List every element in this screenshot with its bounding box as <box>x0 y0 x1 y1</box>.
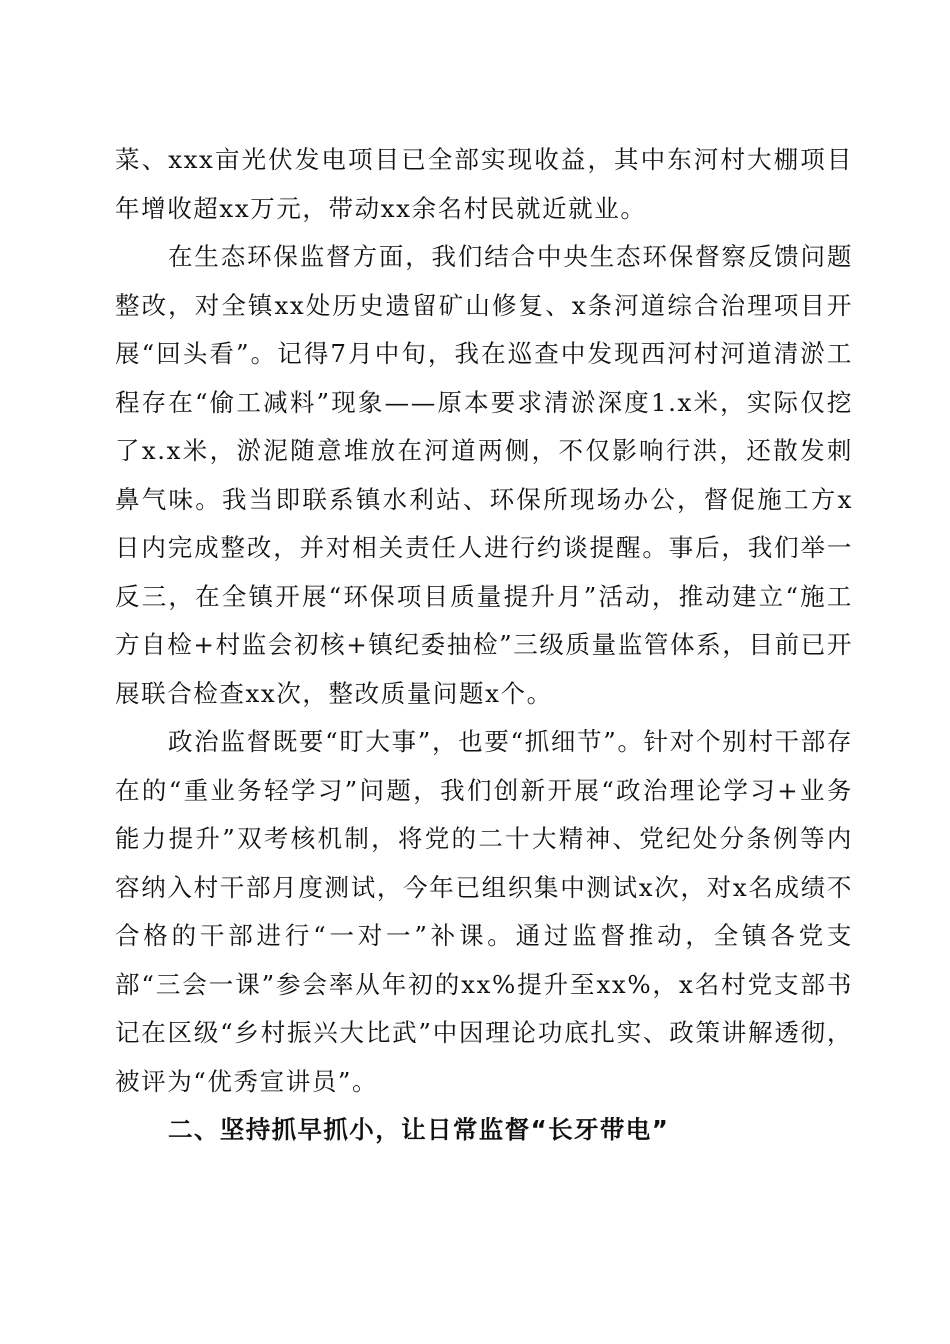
document-body <box>115 136 853 1155</box>
section-heading: 二、坚持抓早抓小，让日常监督“长牙带电” <box>168 1115 670 1144</box>
paragraph-political-supervision: 政治监督既要“盯大事”，也要“抓细节”。针对个别村干部存在的“重业务轻学习”问题，我们创新开展“政治理论学习+业务能力提升”双考核机制，将党的二十大精神、党纪处分条例等内容纳入村干部月度测试，今年已组织集中测试x次，对x名成绩不合格的干部进行“一对一”补课。通过监督推动，全镇各党支部“三会一课”参会率从年初的xx%提升至xx%，x名村党支部书记在区级“乡村振兴大比武”中因理论功底扎实、政策讲解透彻，被评为“优秀宣讲员”。 <box>115 727 853 1096</box>
paragraph-ecological-supervision: 在生态环保监督方面，我们结合中央生态环保督察反馈问题整改，对全镇xx处历史遗留矿山修复、x条河道综合治理项目开展“回头看”。记得7月中旬，我在巡查中发现西河村河道清淤工程存在“偷工减料”现象——原本要求清淤深度1.x米，实际仅挖了x.x米，淤泥随意堆放在河道两侧，不仅影响行洪，还散发刺鼻气味。我当即联系镇水利站、环保所现场办公，督促施工方x日内完成整改，并对相关责任人进行约谈提醒。事后，我们举一反三，在全镇开展“环保项目质量提升月”活动，推动建立“施工方自检+村监会初核+镇纪委抽检”三级质量监管体系，目前已开展联合检查xx次，整改质量问题x个。 <box>115 242 853 708</box>
paragraph-project-income: 菜、xxx亩光伏发电项目已全部实现收益，其中东河村大棚项目年增收超xx万元，带动xx余名村民就近就业。 <box>115 145 853 223</box>
